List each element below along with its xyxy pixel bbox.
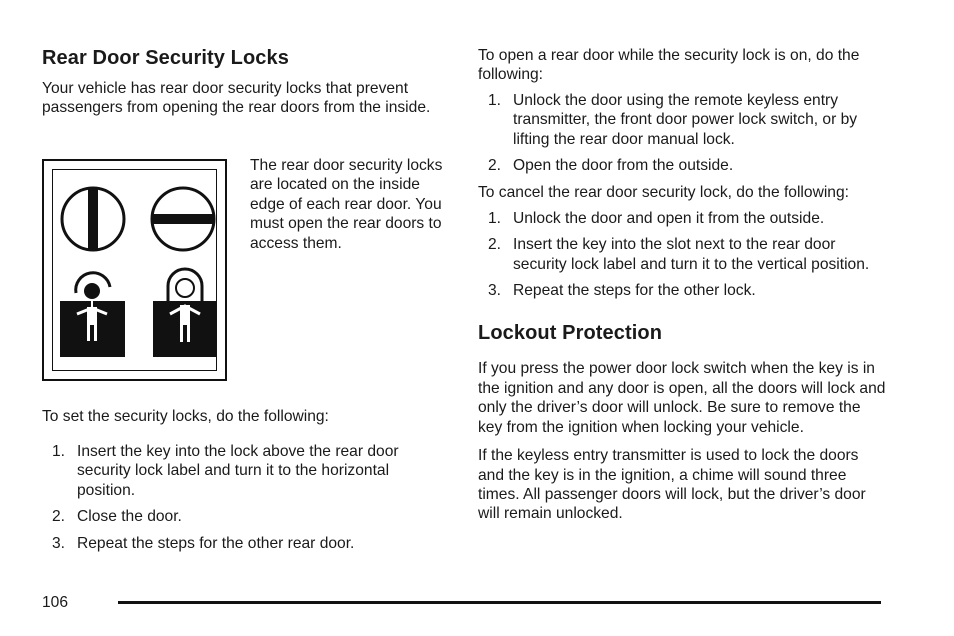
step-text: Repeat the steps for the other rear door. [77,534,355,552]
figure-caption: The rear door security locks are located on the inside edge of each rear door. You must open the rear doors to access them. [250,157,443,252]
step-number: 3. [52,534,66,552]
list-item [478,209,888,228]
security-lock-label-illustration [44,161,229,383]
set-locks-intro: To set the security locks, do the following: [42,408,329,425]
list-item [478,235,888,274]
step-text: Unlock the door and open it from the outside. [513,209,825,227]
step-number: 2. [488,236,502,254]
step-number: 3. [488,282,502,300]
section-heading-security-locks: Rear Door Security Locks [42,47,289,69]
right-column [478,46,888,524]
section-heading-lockout-protection: Lockout Protection [478,322,663,345]
step-number: 2. [52,508,66,526]
child-locked-icon [153,269,217,357]
security-lock-label-figure [42,159,227,381]
step-text: Repeat the steps for the other lock. [513,282,756,300]
footer-rule [118,601,881,604]
set-locks-steps [42,442,422,553]
step-text: Open the door from the outside. [513,157,734,175]
list-item [478,91,888,149]
intro-paragraph: Your vehicle has rear door security locks that prevent passengers from opening the rear doors from the inside. [42,80,431,117]
list-item [42,507,422,526]
open-door-intro: To open a rear door while the security lock is on, do the following: [478,47,860,84]
page-footer [42,594,882,614]
open-door-steps [478,91,888,176]
list-item [478,156,888,175]
cancel-lock-steps [478,209,888,301]
step-number: 1. [52,443,66,460]
step-text: Insert the key into the lock above the rear door security lock label and turn it to the horizontal position. [77,443,399,499]
step-number: 2. [488,157,502,175]
step-number: 1. [488,209,502,227]
left-column [42,46,443,552]
step-text: Unlock the door using the remote keyless entry transmitter, the front door power lock switch, or by lifting the rear door manual lock. [513,91,858,148]
lock-horizontal-slot-icon [151,188,215,250]
child-unlocked-icon [60,273,125,357]
list-item [478,281,888,300]
lockout-paragraph-1: If you press the power door lock switch when the key is in the ignition and any door is open, all the doors will lock and only the driver’s door will unlock. Be sure to remove the key from the ignition when locking your vehicle. [478,360,886,436]
list-item [42,442,422,500]
step-number: 1. [488,91,502,109]
lock-vertical-slot-icon [62,187,124,251]
lockout-paragraph-2: If the keyless entry transmitter is used to lock the doors and the key is in the ignition, a chime will sound three times. All passenger doors will lock, but the driver’s door will remain unlocked. [478,447,866,523]
step-text: Close the door. [77,508,182,526]
page-number: 106 [42,594,69,611]
cancel-lock-intro: To cancel the rear door security lock, do the following: [478,184,849,202]
step-text: Insert the key into the slot next to the rear door security lock label and turn it to the vertical position. [513,236,870,273]
list-item [42,534,422,553]
